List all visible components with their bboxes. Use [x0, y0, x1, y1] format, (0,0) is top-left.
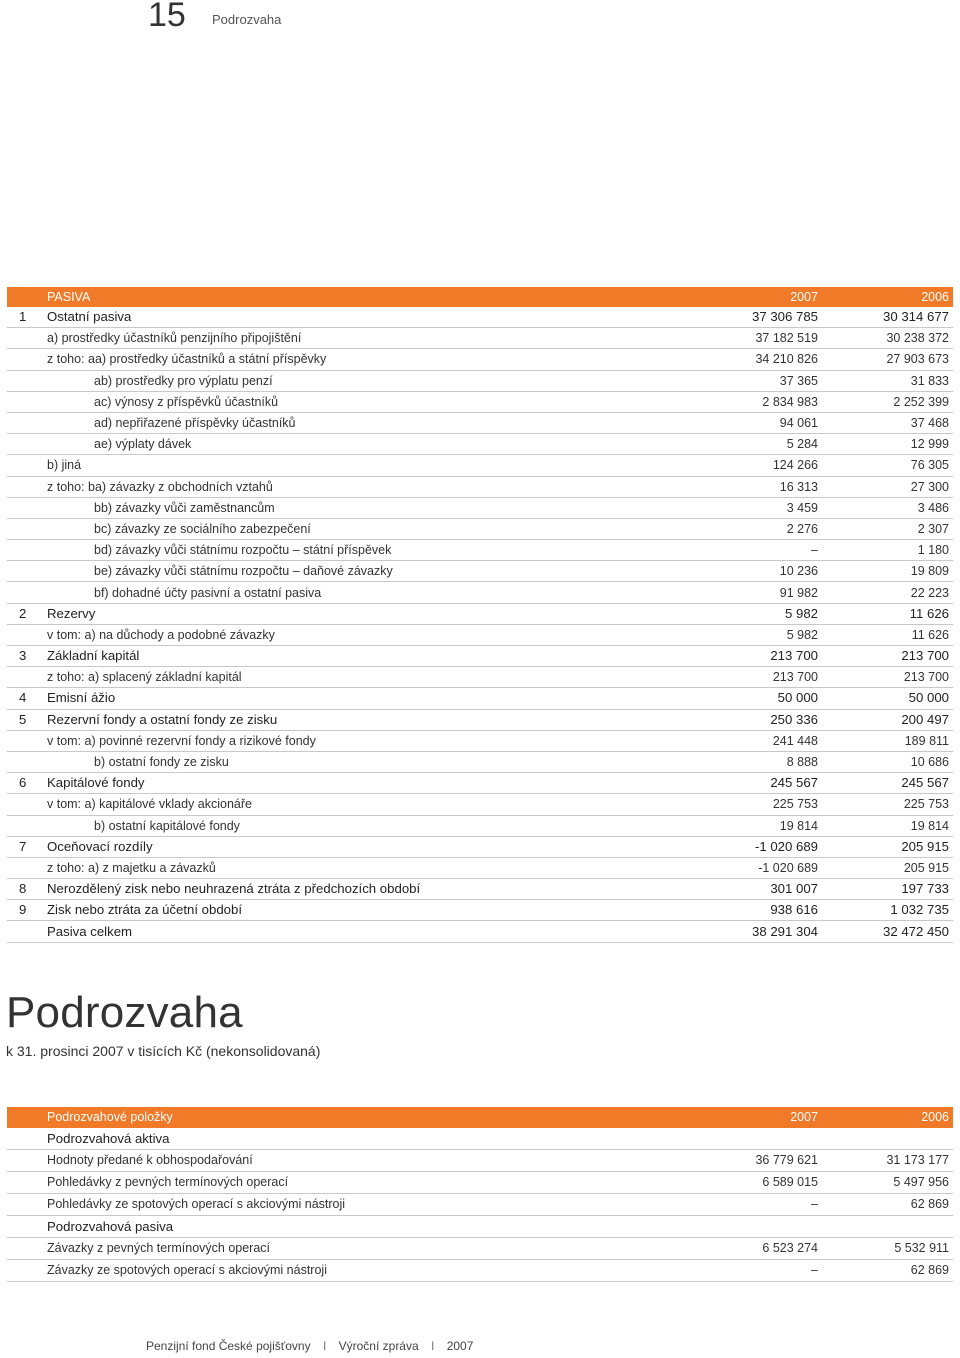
row-number: 2	[7, 603, 47, 624]
row-label: b) ostatní kapitálové fondy	[47, 815, 693, 836]
value-2006: 27 300	[818, 476, 953, 497]
row-label: Podrozvahová aktiva	[47, 1128, 693, 1150]
table-row	[7, 455, 953, 476]
row-label: z toho: ba) závazky z obchodních vztahů	[47, 476, 693, 497]
podrozvaha-header-row	[7, 1107, 953, 1128]
value-2006: 2 252 399	[818, 391, 953, 412]
row-number	[7, 794, 47, 815]
header-num-cell	[7, 287, 47, 307]
row-number	[7, 349, 47, 370]
row-number	[7, 582, 47, 603]
row-number	[7, 412, 47, 433]
row-number	[7, 667, 47, 688]
row-number	[7, 518, 47, 539]
table-row	[7, 476, 953, 497]
value-2007: 38 291 304	[693, 921, 818, 942]
row-label: ac) výnosy z příspěvků účastníků	[47, 391, 693, 412]
table-row	[7, 391, 953, 412]
row-label: Pohledávky z pevných termínových operací	[47, 1172, 693, 1194]
value-2007: 19 814	[693, 815, 818, 836]
table-row	[7, 900, 953, 921]
table-row	[7, 1150, 953, 1172]
value-2006: 2 307	[818, 518, 953, 539]
value-2006: 245 567	[818, 773, 953, 794]
row-label: Hodnoty předané k obhospodařování	[47, 1150, 693, 1172]
row-number	[7, 624, 47, 645]
table-row	[7, 624, 953, 645]
row-number	[7, 1128, 47, 1150]
running-head: Podrozvaha	[212, 12, 282, 27]
row-number	[7, 1150, 47, 1172]
footer-company: Penzijní fond České pojišťovny	[146, 1339, 311, 1353]
podrozvaha-table	[7, 1107, 953, 1282]
row-number	[7, 434, 47, 455]
table-row	[7, 1172, 953, 1194]
row-number	[7, 730, 47, 751]
row-label: Zisk nebo ztráta za účetní období	[47, 900, 693, 921]
row-label: ab) prostředky pro výplatu penzí	[47, 370, 693, 391]
podrozvaha-header-year-2006: 2006	[818, 1107, 953, 1128]
row-number	[7, 857, 47, 878]
row-number	[7, 815, 47, 836]
row-number: 4	[7, 688, 47, 709]
value-2007: 225 753	[693, 794, 818, 815]
value-2007: 37 365	[693, 370, 818, 391]
row-number	[7, 455, 47, 476]
footer-year: 2007	[446, 1339, 474, 1353]
value-2007	[693, 1128, 818, 1150]
table-row	[7, 688, 953, 709]
table-row	[7, 1260, 953, 1282]
footer	[146, 1339, 473, 1353]
value-2007: 91 982	[693, 582, 818, 603]
table-row	[7, 857, 953, 878]
value-2006: 22 223	[818, 582, 953, 603]
row-label: Oceňovací rozdíly	[47, 836, 693, 857]
value-2007: 36 779 621	[693, 1150, 818, 1172]
value-2006: 19 814	[818, 815, 953, 836]
value-2007: –	[693, 540, 818, 561]
table-row	[7, 879, 953, 900]
row-label: bf) dohadné účty pasivní a ostatní pasiva	[47, 582, 693, 603]
value-2007: 301 007	[693, 879, 818, 900]
value-2006: 31 173 177	[818, 1150, 953, 1172]
value-2007: 213 700	[693, 667, 818, 688]
value-2006: 225 753	[818, 794, 953, 815]
table-row	[7, 646, 953, 667]
row-label: bb) závazky vůči zaměstnancům	[47, 497, 693, 518]
value-2007: 5 982	[693, 624, 818, 645]
value-2007: –	[693, 1260, 818, 1282]
table-row	[7, 370, 953, 391]
podrozvaha-header-year-2007: 2007	[693, 1107, 818, 1128]
row-label: Rezervy	[47, 603, 693, 624]
value-2007: 34 210 826	[693, 349, 818, 370]
table-row	[7, 434, 953, 455]
row-label: z toho: a) splacený základní kapitál	[47, 667, 693, 688]
row-number: 7	[7, 836, 47, 857]
row-label: Ostatní pasiva	[47, 307, 693, 328]
value-2007: 6 523 274	[693, 1238, 818, 1260]
table-row	[7, 328, 953, 349]
row-number	[7, 540, 47, 561]
value-2006: 205 915	[818, 857, 953, 878]
row-label: bd) závazky vůči státnímu rozpočtu – státní příspěvek	[47, 540, 693, 561]
value-2007	[693, 1216, 818, 1238]
section-subtitle: k 31. prosinci 2007 v tisících Kč (nekonsolidovaná)	[6, 1043, 321, 1059]
row-label: v tom: a) kapitálové vklady akcionáře	[47, 794, 693, 815]
row-label: ae) výplaty dávek	[47, 434, 693, 455]
row-label: Emisní ážio	[47, 688, 693, 709]
row-number	[7, 476, 47, 497]
table-row	[7, 815, 953, 836]
table-row	[7, 497, 953, 518]
row-label: Kapitálové fondy	[47, 773, 693, 794]
table-row	[7, 349, 953, 370]
value-2006: 5 497 956	[818, 1172, 953, 1194]
table-row	[7, 582, 953, 603]
value-2007: 50 000	[693, 688, 818, 709]
value-2006: 30 314 677	[818, 307, 953, 328]
row-number	[7, 921, 47, 942]
value-2007: 213 700	[693, 646, 818, 667]
value-2007: 6 589 015	[693, 1172, 818, 1194]
table-row	[7, 412, 953, 433]
table-row	[7, 1194, 953, 1216]
value-2007: 16 313	[693, 476, 818, 497]
row-label: b) ostatní fondy ze zisku	[47, 751, 693, 772]
value-2006: 62 869	[818, 1260, 953, 1282]
row-label: bc) závazky ze sociálního zabezpečení	[47, 518, 693, 539]
value-2006: 62 869	[818, 1194, 953, 1216]
value-2006: 10 686	[818, 751, 953, 772]
table-row	[7, 603, 953, 624]
value-2007: 5 284	[693, 434, 818, 455]
row-label: Rezervní fondy a ostatní fondy ze zisku	[47, 709, 693, 730]
table-row	[7, 540, 953, 561]
table-row	[7, 773, 953, 794]
value-2006: 11 626	[818, 624, 953, 645]
row-number	[7, 751, 47, 772]
row-number: 3	[7, 646, 47, 667]
value-2006: 197 733	[818, 879, 953, 900]
row-number	[7, 561, 47, 582]
row-label: ad) nepřiřazené příspěvky účastníků	[47, 412, 693, 433]
value-2007: 94 061	[693, 412, 818, 433]
value-2006: 189 811	[818, 730, 953, 751]
value-2007: 2 276	[693, 518, 818, 539]
row-number	[7, 1260, 47, 1282]
table-row	[7, 730, 953, 751]
pasiva-header-year-2006: 2006	[818, 287, 953, 307]
value-2006: 30 238 372	[818, 328, 953, 349]
value-2007: 2 834 983	[693, 391, 818, 412]
value-2007: 10 236	[693, 561, 818, 582]
table-row	[7, 709, 953, 730]
value-2006: 31 833	[818, 370, 953, 391]
table-row	[7, 794, 953, 815]
row-label: z toho: a) z majetku a závazků	[47, 857, 693, 878]
value-2006: 1 180	[818, 540, 953, 561]
value-2006: 12 999	[818, 434, 953, 455]
value-2007: 37 306 785	[693, 307, 818, 328]
value-2007: 241 448	[693, 730, 818, 751]
value-2006: 3 486	[818, 497, 953, 518]
value-2006: 32 472 450	[818, 921, 953, 942]
pasiva-table	[7, 287, 953, 943]
value-2006: 5 532 911	[818, 1238, 953, 1260]
page-number: 15	[148, 0, 186, 34]
row-number: 9	[7, 900, 47, 921]
row-number: 8	[7, 879, 47, 900]
row-number: 5	[7, 709, 47, 730]
row-label: b) jiná	[47, 455, 693, 476]
row-number	[7, 1172, 47, 1194]
value-2007: 37 182 519	[693, 328, 818, 349]
row-label: Pasiva celkem	[47, 921, 693, 942]
value-2006: 19 809	[818, 561, 953, 582]
table-row	[7, 921, 953, 942]
row-label: Podrozvahová pasiva	[47, 1216, 693, 1238]
value-2007: 250 336	[693, 709, 818, 730]
value-2006: 11 626	[818, 603, 953, 624]
row-label: be) závazky vůči státnímu rozpočtu – daňové závazky	[47, 561, 693, 582]
row-label: v tom: a) povinné rezervní fondy a rizikové fondy	[47, 730, 693, 751]
row-number	[7, 391, 47, 412]
table-row	[7, 1216, 953, 1238]
table-row	[7, 1128, 953, 1150]
pasiva-header-year-2007: 2007	[693, 287, 818, 307]
value-2006: 1 032 735	[818, 900, 953, 921]
podrozvaha-header-label: Podrozvahové položky	[47, 1107, 693, 1128]
footer-separator: I	[431, 1339, 435, 1353]
value-2006: 37 468	[818, 412, 953, 433]
value-2007: 124 266	[693, 455, 818, 476]
header-num-cell	[7, 1107, 47, 1128]
table-row	[7, 667, 953, 688]
footer-report: Výroční zpráva	[338, 1339, 419, 1353]
table-row	[7, 561, 953, 582]
value-2006: 76 305	[818, 455, 953, 476]
row-label: Nerozdělený zisk nebo neuhrazená ztráta z předchozích období	[47, 879, 693, 900]
table-row	[7, 307, 953, 328]
section-title: Podrozvaha	[6, 988, 243, 1037]
pasiva-header-label: PASIVA	[47, 287, 693, 307]
value-2007: -1 020 689	[693, 857, 818, 878]
value-2006: 213 700	[818, 646, 953, 667]
row-label: Závazky ze spotových operací s akciovými nástroji	[47, 1260, 693, 1282]
value-2006: 200 497	[818, 709, 953, 730]
value-2007: -1 020 689	[693, 836, 818, 857]
value-2007: 3 459	[693, 497, 818, 518]
row-number: 1	[7, 307, 47, 328]
table-row	[7, 836, 953, 857]
value-2007: 8 888	[693, 751, 818, 772]
row-number	[7, 370, 47, 391]
row-label: a) prostředky účastníků penzijního připojištění	[47, 328, 693, 349]
value-2007: 938 616	[693, 900, 818, 921]
row-number	[7, 328, 47, 349]
table-row	[7, 751, 953, 772]
footer-separator: I	[322, 1339, 327, 1353]
row-label: Základní kapitál	[47, 646, 693, 667]
row-number	[7, 497, 47, 518]
table-row	[7, 1238, 953, 1260]
pasiva-header-row	[7, 287, 953, 307]
value-2007: 5 982	[693, 603, 818, 624]
row-label: v tom: a) na důchody a podobné závazky	[47, 624, 693, 645]
row-label: Závazky z pevných termínových operací	[47, 1238, 693, 1260]
value-2006: 50 000	[818, 688, 953, 709]
row-number	[7, 1216, 47, 1238]
value-2007: 245 567	[693, 773, 818, 794]
value-2007: –	[693, 1194, 818, 1216]
table-row	[7, 518, 953, 539]
row-number	[7, 1238, 47, 1260]
value-2006: 213 700	[818, 667, 953, 688]
value-2006: 27 903 673	[818, 349, 953, 370]
value-2006: 205 915	[818, 836, 953, 857]
value-2006	[818, 1216, 953, 1238]
row-label: Pohledávky ze spotových operací s akciovými nástroji	[47, 1194, 693, 1216]
value-2006	[818, 1128, 953, 1150]
row-number: 6	[7, 773, 47, 794]
row-number	[7, 1194, 47, 1216]
row-label: z toho: aa) prostředky účastníků a státní příspěvky	[47, 349, 693, 370]
